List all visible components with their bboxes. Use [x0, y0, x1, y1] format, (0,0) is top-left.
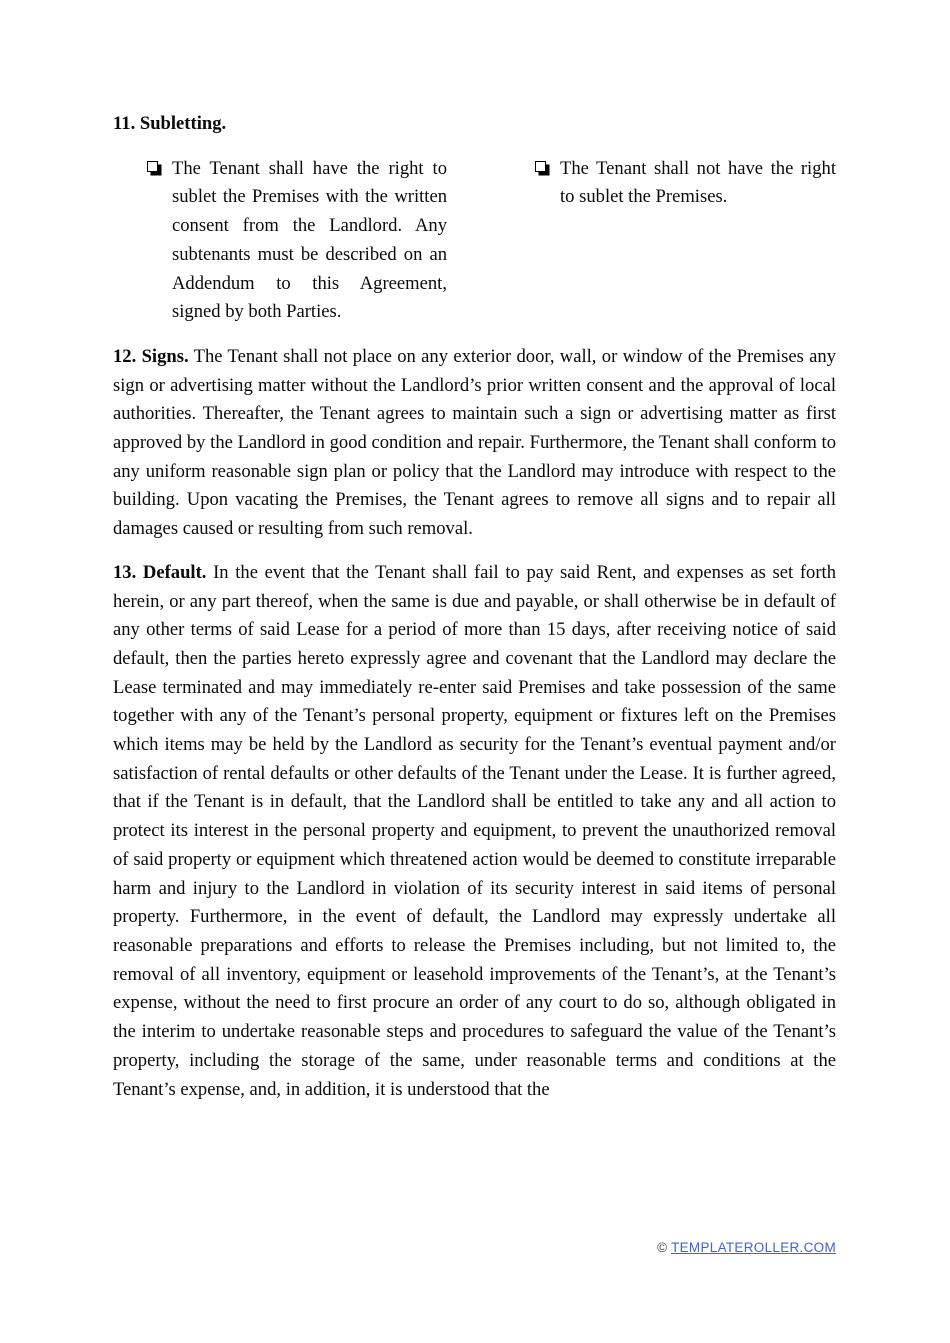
section-13-heading: 13. Default. — [113, 561, 207, 583]
subletting-options — [113, 155, 836, 327]
section-12-body: The Tenant shall not place on any exterior door, wall, or window of the Premises any sign or advertising matter without the Landlord’s prior written consent and the approval of local authorities. Thereafter, the Tenant agrees to maintain such a sign or advertising matter as first approved by the Landlord in good condition and repair. Furthermore, the Tenant shall conform to any uniform reasonable sign plan or policy that the Landlord may introduce with respect to the building. Upon vacating the Premises, the Tenant agrees to remove all signs and to repair all damages caused or resulting from such removal. — [113, 345, 837, 540]
subletting-option-deny-text: The Tenant shall not have the right to sublet the Premises. — [560, 157, 836, 208]
subletting-option-deny — [535, 155, 836, 327]
subletting-option-allow-text: The Tenant shall have the right to sublet the Premises with the written consent from the Landlord. Any subtenants must be described on an Addendum to this Agreement, signed by both Parties. — [172, 157, 447, 323]
checkbox-icon[interactable] — [535, 161, 546, 172]
document-content — [113, 110, 836, 1104]
subletting-option-allow — [147, 155, 447, 327]
section-11-heading: 11. Subletting. — [113, 113, 227, 134]
page-footer — [657, 1240, 836, 1255]
checkbox-icon[interactable] — [147, 161, 158, 172]
copyright-symbol: © — [657, 1240, 668, 1255]
section-12-heading: 12. Signs. — [113, 345, 189, 367]
section-13-body: In the event that the Tenant shall fail to pay said Rent, and expenses as set forth herein, or any part thereof, when the same is due and payable, or shall otherwise be in default of any other terms of said Lease for a period of more than 15 days, after receiving notice of said default, then the parties hereto expressly agree and covenant that the Landlord may declare the Lease terminated and may immediately re-enter said Premises and take possession of the same together with any of the Tenant’s personal property, equipment or fixtures left on the Premises which items may be held by the Landlord as security for the Tenant’s eventual payment and/or satisfaction of rental defaults or other defaults of the Tenant under the Lease. It is further agreed, that if the Tenant is in default, that the Landlord shall be entitled to take any and all action to protect its interest in the personal property and equipment, to prevent the unauthorized removal of said property or equipment which threatened action would be deemed to constitute irreparable harm and injury to the Landlord in violation of its security interest in said items of personal property. Furthermore, in the event of default, the Landlord may expressly undertake all reasonable preparations and efforts to release the Premises including, but not limited to, the removal of all inventory, equipment or leasehold improvements of the Tenant’s, at the Tenant’s expense, without the need to first procure an order of any court to do so, although obligated in the interim to undertake reasonable steps and procedures to safeguard the value of the Tenant’s property, including the storage of the same, under reasonable terms and conditions at the Tenant’s expense, and, in addition, it is understood that the — [113, 561, 836, 1100]
section-13-paragraph — [113, 559, 836, 1104]
section-12-paragraph — [113, 343, 836, 544]
templateroller-link[interactable]: TEMPLATEROLLER.COM — [671, 1240, 836, 1255]
